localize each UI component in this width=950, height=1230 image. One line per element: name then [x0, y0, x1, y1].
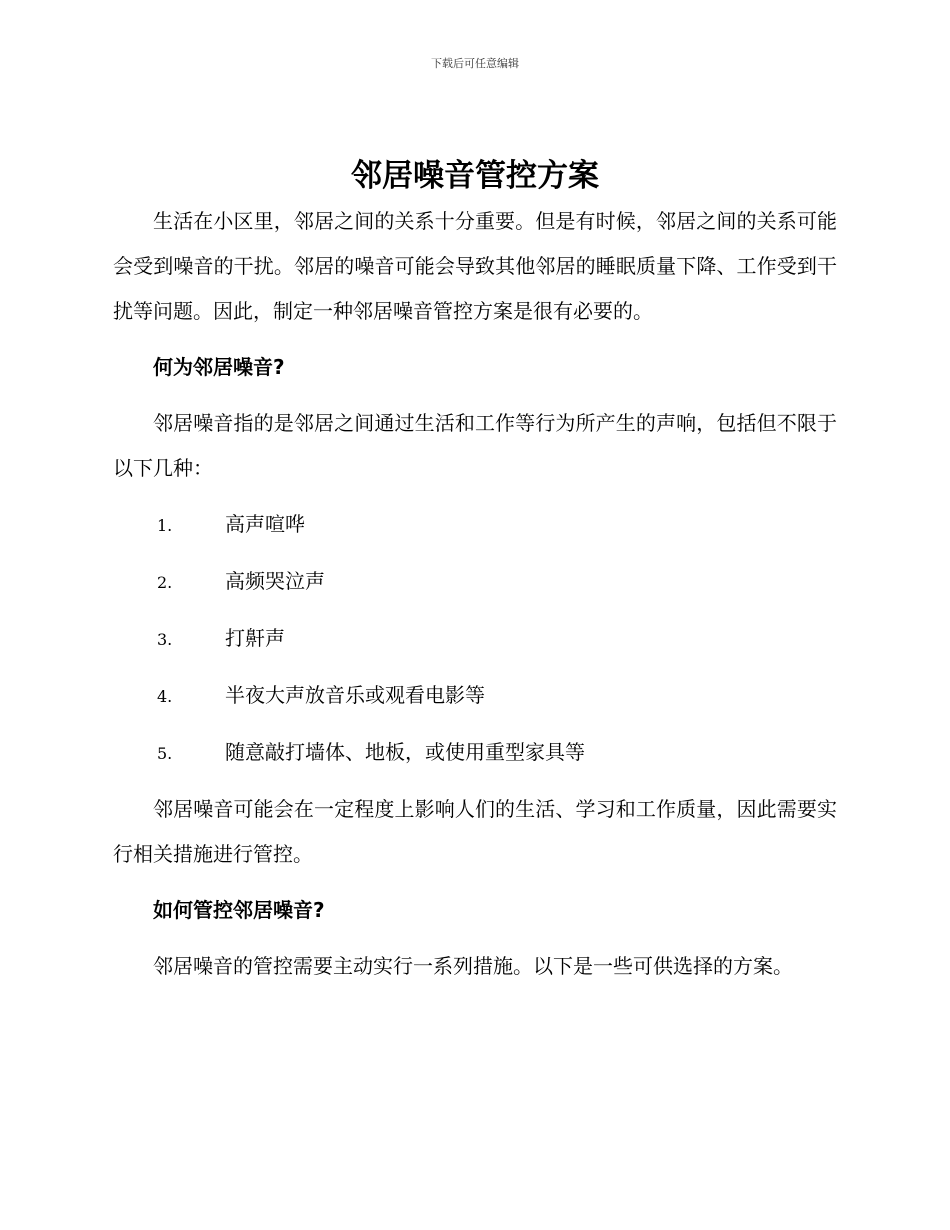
document-body [113, 199, 837, 1000]
intro-paragraph: 生活在小区里，邻居之间的关系十分重要。但是有时候，邻居之间的关系可能会受到噪音的干扰。邻居的噪音可能会导致其他邻居的睡眠质量下降、工作受到干扰等问题。因此，制定一种邻居噪音管控方案是很有必要的。 [113, 209, 837, 323]
list-item [113, 559, 837, 604]
list-item-number: 4. [157, 687, 173, 706]
list-item-text: 半夜大声放音乐或观看电影等 [225, 683, 485, 707]
list-item [113, 616, 837, 661]
list-item-number: 2. [157, 573, 173, 592]
section-heading-what-is-noise: 何为邻居噪音? [153, 355, 285, 379]
definition-paragraph: 邻居噪音指的是邻居之间通过生活和工作等行为所产生的声响，包括但不限于以下几种： [113, 411, 837, 480]
list-item-number: 5. [157, 744, 173, 763]
list-item-number: 1. [157, 516, 173, 535]
list-item [113, 673, 837, 718]
noise-type-list [113, 502, 837, 775]
list-item-text: 高声喧哗 [225, 512, 305, 536]
list-item-text: 打鼾声 [225, 626, 285, 650]
impact-paragraph: 邻居噪音可能会在一定程度上影响人们的生活、学习和工作质量，因此需要实行相关措施进行管控。 [113, 797, 837, 866]
control-paragraph: 邻居噪音的管控需要主动实行一系列措施。以下是一些可供选择的方案。 [153, 954, 793, 978]
list-item-text: 高频哭泣声 [225, 569, 325, 593]
header-note: 下载后可任意编辑 [431, 57, 519, 70]
list-item-number: 3. [157, 630, 173, 649]
list-item [113, 502, 837, 547]
document-title: 邻居噪音管控方案 [351, 158, 599, 194]
list-item-text: 随意敲打墙体、地板，或使用重型家具等 [225, 740, 585, 764]
list-item [113, 730, 837, 775]
section-heading-how-to-control: 如何管控邻居噪音? [153, 898, 325, 922]
